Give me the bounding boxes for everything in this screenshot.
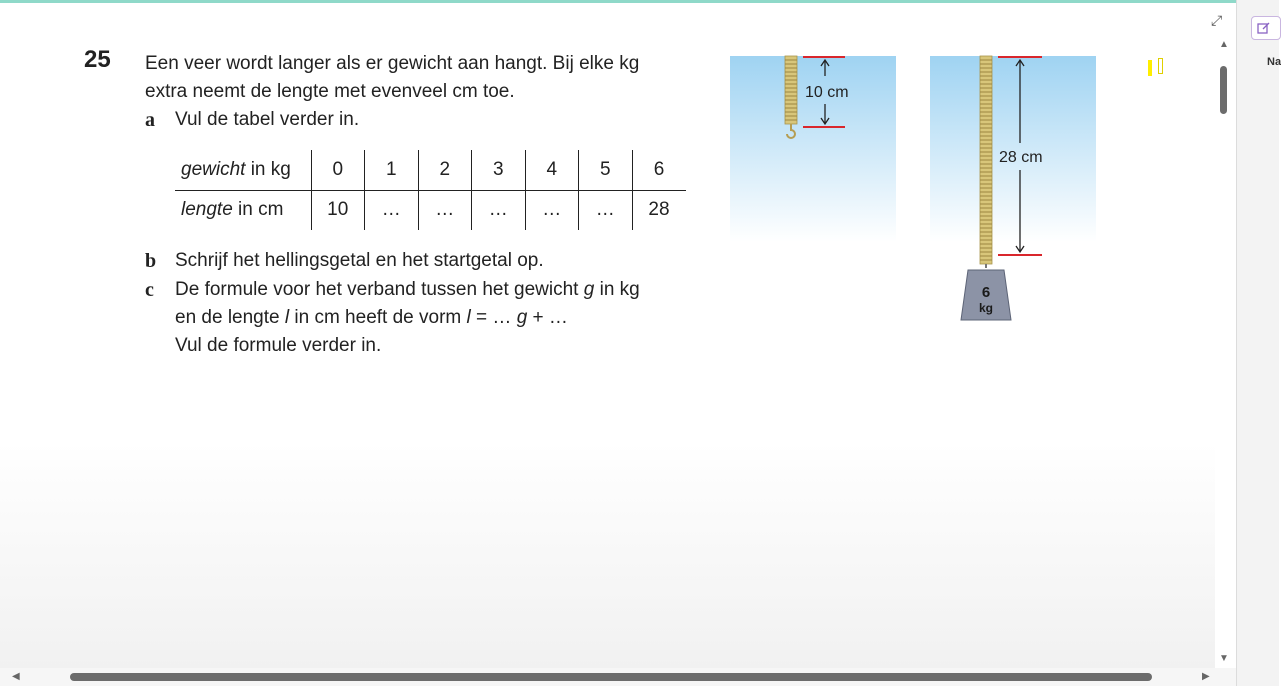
edit-button[interactable]	[1251, 16, 1281, 40]
label-28cm: 28 cm	[999, 149, 1043, 166]
length-cell: …	[418, 190, 472, 230]
intro-line-1: Een veer wordt langer als er gewicht aan hangt. Bij elke kg	[145, 53, 640, 74]
edit-icon	[1257, 21, 1271, 35]
subquestion-c-letter: c	[145, 279, 154, 301]
length-cell: 10	[311, 190, 365, 230]
long-spring	[980, 56, 992, 268]
row-header-weight: gewicht in kg	[175, 150, 311, 190]
weight-cell: 0	[311, 150, 365, 190]
expand-icon[interactable]: ⤢	[1211, 12, 1223, 28]
weight-cell: 3	[472, 150, 526, 190]
length-cell: …	[472, 190, 526, 230]
length-cell: 28	[632, 190, 686, 230]
intro-line-2: extra neemt de lengte met evenveel cm toe.	[145, 81, 515, 102]
vertical-scroll-thumb[interactable]	[1220, 66, 1227, 114]
subquestion-b-text: Schrijf het hellingsgetal en het startgetal op.	[175, 250, 544, 271]
length-cell: …	[579, 190, 633, 230]
subquestion-c-text: De formule voor het verband tussen het gewicht g in kg en de lengte l in cm heeft de vorm l = … g + … Vul de formule verder in.	[175, 279, 640, 356]
side-panel	[1236, 0, 1279, 686]
question-intro	[145, 50, 705, 106]
scroll-down-icon[interactable]: ▼	[1219, 653, 1229, 664]
scroll-up-icon[interactable]: ▲	[1219, 39, 1229, 50]
highlight-marker	[1148, 60, 1152, 76]
vertical-scrollbar[interactable]	[1215, 36, 1233, 668]
weight-cell: 2	[418, 150, 472, 190]
subquestion-b-letter: b	[145, 250, 157, 272]
table-row-weight	[175, 150, 686, 190]
weight-block	[961, 270, 1011, 320]
row-header-length: lengte in cm	[181, 199, 284, 221]
value-table	[175, 150, 686, 230]
weight-cell: 4	[525, 150, 579, 190]
side-panel-label: Na	[1267, 56, 1281, 68]
weight-cell: 5	[579, 150, 633, 190]
length-cell: …	[525, 190, 579, 230]
horizontal-scroll-thumb[interactable]	[70, 673, 1152, 681]
subquestion-a-text: Vul de tabel verder in.	[175, 109, 360, 130]
weight-cell: 6	[632, 150, 686, 190]
question-number: 25	[84, 46, 111, 73]
weight-unit: kg	[978, 301, 994, 315]
weight-cell: 1	[365, 150, 419, 190]
weight-number: 6	[981, 284, 991, 301]
highlight-outline	[1158, 58, 1163, 74]
length-cell: …	[365, 190, 419, 230]
scroll-left-icon[interactable]: ◀	[12, 671, 20, 682]
subquestion-a-letter: a	[145, 109, 155, 131]
label-10cm: 10 cm	[805, 84, 849, 101]
scroll-right-icon[interactable]: ▶	[1202, 671, 1210, 682]
spring-figure	[722, 40, 1122, 340]
table-row-length	[175, 190, 686, 230]
